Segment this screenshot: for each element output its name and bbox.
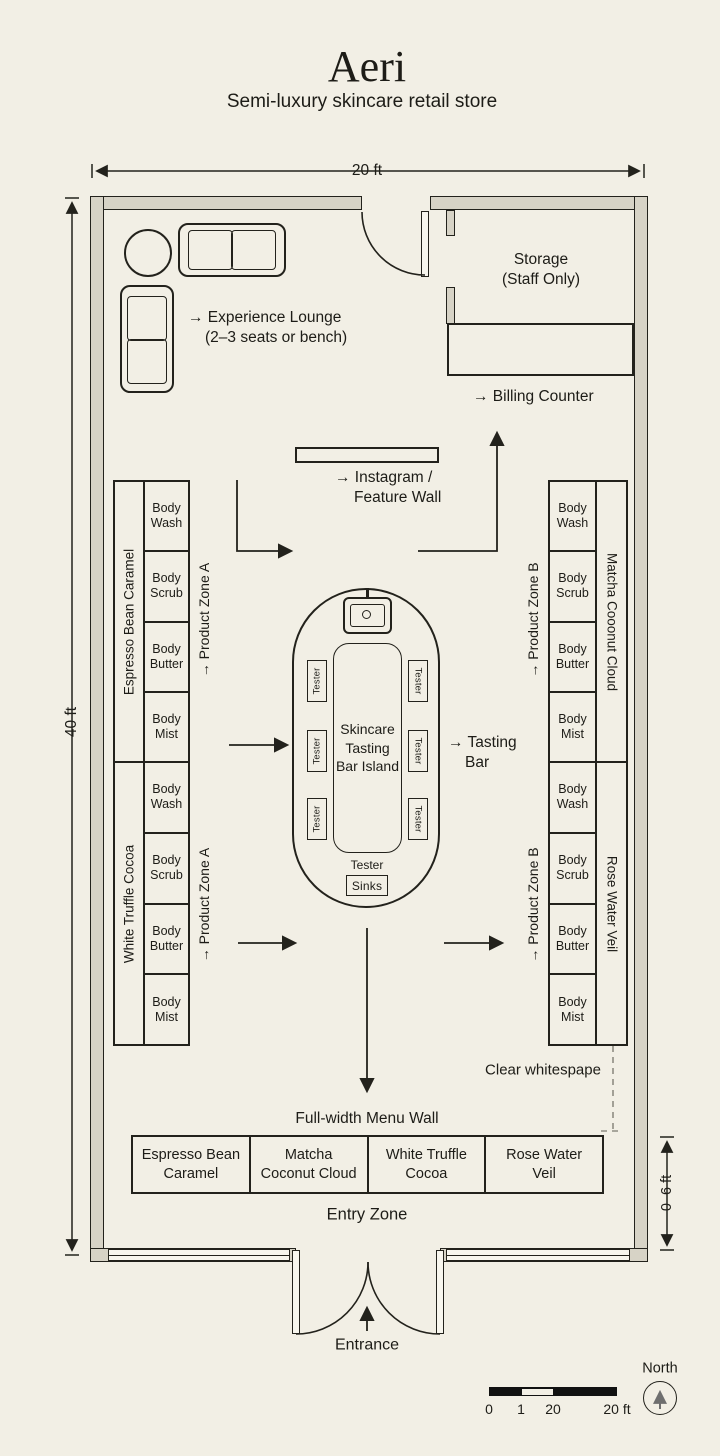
tester-box: Tester bbox=[307, 730, 327, 772]
scale-end-label: 20 ft bbox=[603, 1400, 631, 1417]
shelf-cell: Body Wash bbox=[145, 482, 188, 552]
entrance-door-arc-right bbox=[368, 1262, 440, 1334]
tasting-bar-label: → Tasting Bar bbox=[448, 734, 517, 772]
scale-tick-1: 1 bbox=[517, 1400, 525, 1417]
shelf-cell: Body Butter bbox=[550, 905, 595, 976]
storage-label: Storage (Staff Only) bbox=[501, 251, 581, 289]
menu-wall-title: Full-width Menu Wall bbox=[295, 1109, 439, 1127]
wall-top-right bbox=[430, 196, 648, 210]
tester-box: Tester bbox=[408, 730, 428, 772]
entrance-door-leaf-right bbox=[436, 1250, 444, 1334]
shelf-scent-white-truffle-cocoa: White Truffle Cocoa bbox=[113, 761, 145, 1046]
lounge-sofa-vertical bbox=[120, 285, 174, 393]
shelf-cell: Body Butter bbox=[145, 623, 188, 693]
dimension-entry-depth-label: 0–6 ft bbox=[659, 1169, 675, 1217]
billing-counter bbox=[447, 323, 634, 376]
shelf-cell: Body Butter bbox=[145, 905, 188, 976]
lounge-side-table bbox=[124, 229, 172, 277]
menu-cell: Matcha Coconut Cloud bbox=[251, 1137, 369, 1192]
shelf-cell: Body Mist bbox=[152, 711, 181, 741]
page-subtitle: Semi-luxury skincare retail store bbox=[226, 91, 498, 112]
shelf-scent-rose-water-veil: Rose Water Veil bbox=[595, 761, 628, 1046]
scale-tick-0: 0 bbox=[485, 1400, 493, 1417]
shelf-cell: Body Butter bbox=[550, 623, 595, 693]
storage-wall-stub-upper bbox=[446, 210, 455, 236]
entrance-door-leaf-left bbox=[292, 1250, 300, 1334]
wall-right bbox=[634, 196, 648, 1262]
entrance-label: Entrance bbox=[334, 1336, 400, 1354]
clear-whitespace-label: Clear whitespape bbox=[485, 1061, 601, 1079]
shelf-scent-matcha-coconut-cloud: Matcha Cooonut Cloud bbox=[595, 480, 628, 763]
shelf-products-left-top bbox=[143, 480, 190, 763]
island-label-line3: Bar Island bbox=[335, 758, 400, 775]
wall-left bbox=[90, 196, 104, 1262]
tester-box: Tester bbox=[307, 798, 327, 840]
entry-zone-label: Entry Zone bbox=[326, 1205, 408, 1224]
shelf-cell: Body Mist bbox=[558, 994, 587, 1024]
island-sinks-box: Sinks bbox=[346, 875, 388, 896]
dimension-height-label: 40 ft bbox=[63, 699, 81, 745]
billing-counter-label: → Billing Counter bbox=[473, 388, 594, 405]
flow-arrow-lounge-to-zone bbox=[237, 480, 291, 551]
shelf-cell: Body Scrub bbox=[145, 834, 188, 905]
zone-b-label-bottom: → Product Zone B bbox=[524, 847, 541, 963]
tester-box: Tester bbox=[307, 660, 327, 702]
dimension-width-label: 20 ft bbox=[344, 162, 390, 180]
lounge-sofa-horizontal bbox=[178, 223, 286, 277]
scale-bar-white-segment bbox=[522, 1389, 553, 1395]
scale-tick-20: 20 bbox=[545, 1400, 561, 1417]
zone-a-label-top: → Product Zone A bbox=[195, 562, 212, 678]
shelf-cell: Body Wash bbox=[550, 763, 595, 834]
top-door-leaf bbox=[421, 211, 429, 277]
shelf-cell: Body Scrub bbox=[550, 834, 595, 905]
north-compass-circle bbox=[643, 1381, 677, 1415]
page-title: Aeri bbox=[327, 42, 407, 91]
north-label: North bbox=[642, 1360, 678, 1377]
shelf-products-right-bottom bbox=[548, 761, 597, 1046]
shelf-cell: Body Mist bbox=[558, 711, 587, 741]
island-label-line2: Tasting bbox=[345, 739, 390, 756]
storefront-window-left bbox=[108, 1249, 290, 1261]
storefront-window-right bbox=[446, 1249, 630, 1261]
shelf-cell: Body Scrub bbox=[550, 552, 595, 622]
tester-box: Tester bbox=[408, 798, 428, 840]
island-tester-bottom-label: Tester bbox=[350, 858, 384, 873]
island-faucet bbox=[366, 588, 369, 599]
whitespace-dashed-boundary bbox=[601, 1046, 623, 1131]
lounge-label: → Experience Lounge (2–3 seats or bench) bbox=[188, 309, 348, 347]
shelf-cell: Body Scrub bbox=[145, 552, 188, 622]
wall-top-left bbox=[90, 196, 362, 210]
feature-wall-label: → Instagram / Feature Wall bbox=[335, 469, 442, 507]
island-center-counter bbox=[333, 643, 402, 853]
shelf-cell: Body Wash bbox=[145, 763, 188, 834]
menu-cell: White Truffle Cocoa bbox=[369, 1137, 487, 1192]
tester-box: Tester bbox=[408, 660, 428, 702]
top-door-arc bbox=[362, 212, 425, 275]
shelf-scent-espresso-bean-caramel: Espresso Bean Caramel bbox=[113, 480, 145, 763]
entrance-door-arc-left bbox=[296, 1262, 368, 1334]
menu-cell: Espresso Bean Caramel bbox=[133, 1137, 251, 1192]
shelf-cell: Body Mist bbox=[152, 994, 181, 1024]
zone-a-label-bottom: → Product Zone A bbox=[195, 847, 212, 963]
shelf-products-right-top bbox=[548, 480, 597, 763]
scale-bar bbox=[489, 1387, 617, 1396]
island-label-line1: Skincare bbox=[340, 720, 395, 737]
storage-wall-stub-lower bbox=[446, 287, 455, 324]
feature-wall bbox=[295, 447, 439, 463]
shelf-products-left-bottom bbox=[143, 761, 190, 1046]
island-sink bbox=[343, 597, 392, 634]
menu-cell: Rose Water Veil bbox=[506, 1146, 583, 1182]
menu-wall bbox=[131, 1135, 604, 1194]
zone-b-label-top: → Product Zone B bbox=[524, 562, 541, 678]
shelf-cell: Body Wash bbox=[550, 482, 595, 552]
